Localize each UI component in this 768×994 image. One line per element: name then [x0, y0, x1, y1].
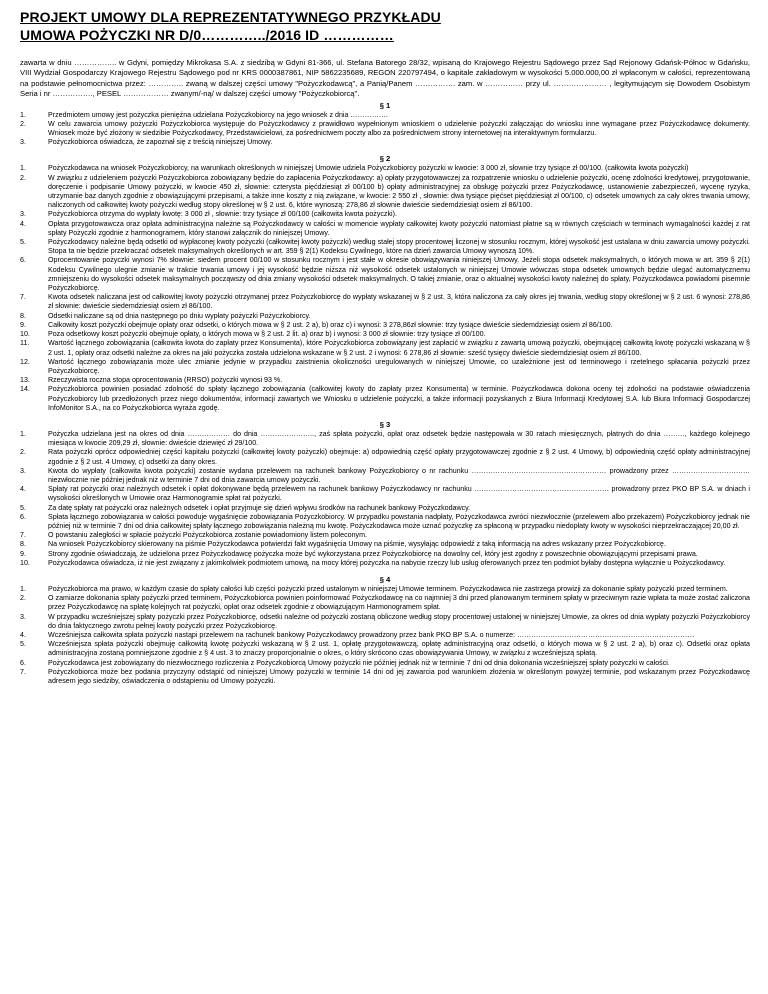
clause-text: Wartość łącznego zobowiązania może ulec zmianie jedynie w przypadku zaistnienia okoliczności uregulowanych w niniejszej Umowie, co uzależnione jest od terminowego i rzetelnego spłacania pożyczki przez Pożyczkobiorcę.	[48, 357, 750, 375]
contract-sections	[20, 101, 750, 693]
clause-text: Na wniosek Pożyczkobiorcy skierowany na piśmie Pożyczkodawca potwierdzi fakt wygaśnięcia Umowy na piśmie, wysyłając odpowiedź z taką informacją na adres wskazany przez Pożyczkobiorcę.	[48, 540, 666, 549]
clause	[20, 339, 750, 357]
clause	[20, 540, 750, 549]
clause-number: 5.	[20, 503, 26, 512]
clause-text: Całkowity koszt pożyczki obejmuje opłaty oraz odsetki, o których mowa w § 2 ust. 2 a), b) oraz c) i wynosi: 3 278,86zł słownie: trzy tysiące dwieście siedemdziesiąt osiem zł 86/100.	[48, 320, 613, 329]
section-clauses	[20, 585, 750, 686]
clause-number: 2.	[20, 448, 26, 457]
clause	[20, 550, 750, 559]
clause-number: 3.	[20, 138, 26, 147]
clause	[20, 659, 750, 668]
clause-number: 4.	[20, 630, 26, 639]
clause-text: Rzeczywista roczna stopa oprocentowania (RRSO) pożyczki wynosi 93 %.	[48, 376, 283, 385]
clause	[20, 430, 750, 448]
section-gap	[20, 147, 750, 153]
clause-number: 5.	[20, 640, 26, 649]
clause-number: 7.	[20, 531, 26, 540]
clause	[20, 293, 750, 311]
clause-text: Strony zgodnie oświadczają, że udzielona przez Pożyczkodawcę pożyczka może być wykorzystana przez Pożyczkobiorcę na dowolny cel, który jest zgodny z powszechnie obowiązującymi przepisami prawa.	[48, 549, 698, 558]
clause-number: 3.	[20, 612, 26, 621]
clause-text: O powstaniu zaległości w spłacie pożyczki Pożyczkobiorca zostanie powiadomiony listem poleconym.	[48, 531, 367, 540]
clause	[20, 321, 750, 330]
section-clauses	[20, 430, 750, 568]
clause-text: Pożyczkobiorca powinien posiadać zdolność do spłaty łącznego zobowiązania (całkowitej kwoty do zapłaty przez Konsumenta) w terminie. Pożyczkodawca dokona oceny tej zdolności na podstawie oświadczenia Pożyczkobiorcy lub przedłożonych przez niego dokumentów, informacji zawartych we Wniosku o udzielenie pożyczki, a także informacji pozyskanych z Biura Informacji Kredytowej S.A. lub Biura Informacji Gospodarczej InfoMonitor S.A., na co Pożyczkobiorca wyraża zgodę.	[48, 385, 750, 412]
clause	[20, 330, 750, 339]
clause-text: Spłaty rat pożyczki oraz należnych odsetek i opłat dokonywane będą przelewem na rachunek bankowy Pożyczkodawcy nr rachunku ………………………………………………… prowadzony przez PKO BP S.A. w dniach i wysokości określonych w Umowie oraz Harmonogramie spłat rat pożyczki.	[48, 485, 750, 503]
clause-text: Kwota do wypłaty (całkowita kwota pożyczki) zostanie wydana przelewem na rachunek bankowy Pożyczkobiorcy o nr rachunku ………………………………………………… prowadzony przez …………………………… niezwłocznie nie później jednak niż w terminie 7 dni od dnia zawarcia umowy pożyczki.	[48, 466, 750, 484]
clause	[20, 376, 750, 385]
contract-intro: zawarta w dniu …………….. w Gdyni, pomiędzy Mikrokasa S.A. z siedzibą w Gdyni 81-366, ul. Stefana Batorego 28/32, wpisaną do Krajowego Rejestru Sądowego przez Sąd Rejonowy Gdańsk-Północ w Gdańsku, VIII Wydział Gospodarczy Krajowego Rejestru Sądowego pod nr KRS 0000387861, NIP 5862235689, REGON 220797494, o kapitale zakładowym w wysokości 5.000.000,00 zł wpłaconym w całości, reprezentowaną na podstawie pełnomocnictwa przez: ………….. zwaną w dalszej części umowy "Pożyczkodawcą", a Panią/Panem ……………. zam. w …………… przy ul. ………………… , legitymującym się Dowodem Osobistym Seria i nr ……………., PESEL ……………… zwanym/-ną/ w dalszej części umowy "Pożyczkobiorcą".	[20, 58, 750, 99]
clause-text: Poza odsetkowy koszt pożyczki obejmuje opłaty, o których mowa w § 2 ust. 2 lit. a) oraz b) i wynosi: 3 000 zł słownie: trzy tysiące zł 00/100.	[48, 330, 486, 339]
clause-number: 2.	[20, 594, 26, 603]
clause-text: Wartość łącznego zobowiązania (całkowita kwota do zapłaty przez Konsumenta), które Pożyczkobiorca zobowiązany jest zapłacić w związku z zawartą umową pożyczki, obejmującej całkowitą kwotę pożyczki wskazaną w § 2 ust. 1, opłaty oraz odsetki należne za okres na jaki pożyczka została udzielona wskazane w § 2 ust. 2 i wynosi: 6 278,86 zł słownie: sześć tysięcy dwieście siedemdziesiąt osiem zł 86/100.	[48, 339, 750, 357]
clause-number: 11.	[20, 339, 30, 348]
clause-text: Rata pożyczki oprócz odpowiedniej części kapitału pożyczki (całkowitej kwoty pożyczki) obejmuje: a) odpowiednią część opłaty przygotowawczej zgodnie z § 2 ust. 4 Umowy, b) odpowiednią część opłaty administracyjnej zgodnie z § 2 ust. 4 Umowy, c) odsetki za dany okres.	[48, 448, 750, 466]
section-heading: § 2	[379, 154, 391, 164]
clause	[20, 312, 750, 321]
document-title-line-1: PROJEKT UMOWY DLA REPREZENTATYWNEGO PRZYKŁADU	[20, 9, 441, 25]
clause	[20, 210, 750, 219]
section-gap	[20, 413, 750, 419]
clause	[20, 467, 750, 485]
clause-number: 2.	[20, 119, 26, 128]
clause	[20, 111, 750, 120]
section-gap	[20, 686, 750, 692]
clause-text: Pożyczkobiorca może bez podania przyczyny odstąpić od niniejszej Umowy pożyczki w terminie 14 dni od jej zawarcia pod warunkiem złożenia w określonym powyżej terminie, pod wskazanym przez Pożyczkodawcę adresem jego siedziby, oświadczenia o odstąpieniu od Umowy pożyczki.	[48, 667, 750, 685]
clause	[20, 385, 750, 413]
clause-text: Pożyczkobiorca ma prawo, w każdym czasie do spłaty całości lub części pożyczki przed ustalonym w niniejszej Umowie terminem. Pożyczkodawca nie zastrzega prowizji za dokonanie spłaty pożyczki przed terminem.	[48, 584, 728, 593]
clause-text: Przedmiotem umowy jest pożyczka pieniężna udzielana Pożyczkobiorcy na jego wniosek z dnia …………….	[48, 110, 388, 119]
clause	[20, 504, 750, 513]
clause-number: 4.	[20, 219, 26, 228]
clause-number: 7.	[20, 293, 26, 302]
clause-text: Wcześniejsza spłata pożyczki obejmuję całkowitą kwotę pożyczki wskazaną w § 2 ust. 1, opłatę przygotowawczą, opłatę administracyjną oraz odsetki, o których mowa w § 2 ust. 2 a), b) oraz c). Odsetki oraz opłata administracyjna zostaną pomniejszone zgodnie z § 4 ust. 3 to znaczy proporcjonalnie o okres, o który skrócono czas obowiązywania Umowy, w związku z wcześniejszą spłatą.	[48, 640, 750, 658]
clause-text: Pożyczka udzielana jest na okres od dnia ……………… do dnia ………………….., zaś spłata pożyczki, opłat oraz odsetek będzie następowała w 30 ratach miesięcznych, płatnych do dnia ………, każdego kolejnego miesiąca w kwocie 209,29 zł, słownie: dwieście dziewięć zł 29/100.	[48, 429, 750, 448]
clause	[20, 631, 750, 640]
clause	[20, 256, 750, 293]
clause-number: 5.	[20, 238, 26, 247]
clause	[20, 238, 750, 256]
clause	[20, 358, 750, 376]
clause-number: 9.	[20, 549, 26, 558]
clause-text: Oprocentowanie pożyczki wynosi 7% słownie: siedem procent 00/100 w stosunku rocznym i jest stałe w okresie obowiązywania niniejszej Umowy. Jeżeli stopa odsetek maksymalnych, o których mowa w art. 359 § 2(1) Kodeksu Cywilnego ulegnie zmianie w trakcie trwania umowy i jej wysokość będzie niższa niż wysokość odsetek ustalonych w niniejszej Umowie wówczas stopa odsetek umownych będzie ulegać automatycznemu zmniejszeniu do wysokości odsetek maksymalnych począwszy od dnia zmiany wysokości odsetek maksymalnych. O takiej zmianie, oraz o aktualnej wysokości kwoty należnej do spłaty, Pożyczkodawca powiadomi pisemnie Pożyczkobiorcę.	[48, 256, 750, 293]
clause-number: 14.	[20, 385, 30, 394]
clause-number: 8.	[20, 311, 26, 320]
clause-number: 7.	[20, 667, 26, 676]
clause-number: 3.	[20, 466, 26, 475]
document-title-line-2: UMOWA POŻYCZKI NR D/0…………../2016 ID ……………	[20, 27, 394, 43]
clause-text: Odsetki naliczane są od dnia następnego po dniu wypłaty pożyczki Pożyczkobiorcy.	[48, 311, 311, 320]
contract-document	[20, 8, 750, 692]
clause	[20, 559, 750, 568]
clause-number: 6.	[20, 658, 26, 667]
clause-text: Za datę spłaty rat pożyczki oraz należnych odsetek i opłat przyjmuje się dzień wpływu środków na rachunek bankowy Pożyczkodawcy.	[48, 503, 471, 512]
clause	[20, 220, 750, 238]
clause-text: Pożyczkobiorca otrzyma do wypłaty kwotę: 3 000 zł , słownie: trzy tysiące zł 00/100 (całkowita kwota pożyczki).	[48, 210, 397, 219]
section-gap	[20, 568, 750, 574]
clause	[20, 448, 750, 466]
clause-number: 13.	[20, 376, 30, 385]
clause	[20, 531, 750, 540]
clause	[20, 640, 750, 658]
clause-text: Kwota odsetek naliczana jest od całkowitej kwoty pożyczki otrzymanej przez Pożyczkobiorcę do wypłaty wskazanej w § 2 ust. 3, która naliczona za cały okres jej trwania, według stopy określonej w § 2 ust. 6 wynosi: 278,86 zł słownie: dwieście siedemdziesiąt osiem zł 86/100.	[48, 293, 750, 311]
clause-number: 6.	[20, 256, 26, 265]
clause-text: W celu zawarcia umowy pożyczki Pożyczkobiorca występuje do Pożyczkodawcy z prawidłowo wypełnionym wnioskiem o udzielenie pożyczki załączając do wniosku inne wymagane przez Pożyczkodawcę dokumenty. Wniosek może być złożony w siedzibie Pożyczkodawcy, Przedstawicielowi, za pośrednictwem poczty albo za pośrednictwem strony internetowej na interaktywnym formularzu.	[48, 119, 750, 138]
clause-text: Pożyczkodawca na wniosek Pożyczkobiorcy, na warunkach określonych w niniejszej Umowie udziela Pożyczkobiorcy pożyczki w kwocie: 3 000 zł, słownie trzy tysiące zł 00/100. (całkowita kwota pożyczki)	[48, 164, 689, 173]
clause-number: 12.	[20, 357, 30, 366]
clause-number: 10.	[20, 558, 30, 567]
clause	[20, 585, 750, 594]
clause	[20, 613, 750, 631]
clause-number: 2.	[20, 173, 26, 182]
clause	[20, 164, 750, 173]
section-clauses	[20, 111, 750, 148]
section-heading: § 1	[379, 100, 391, 110]
clause	[20, 485, 750, 503]
clause-text: W przypadku wcześniejszej spłaty pożyczki przez Pożyczkobiorcę, odsetki należne od pożyczki zostaną obliczone według stopy procentowej ustalonej w niniejszej Umowie, za okres od dnia wypłaty pożyczki Pożyczkobiorcy do dnia faktycznego zwrotu pełnej kwoty pożyczki przez Pożyczkobiorcę.	[48, 612, 750, 630]
clause-text: Spłata łącznego zobowiązania w całości powoduje wygaśnięcie zobowiązania Pożyczkobiorcy. W przypadku powstania nadpłaty, Pożyczkodawca zwróci niezwłocznie (przelewem albo przekazem) Pożyczkobiorcy jednak nie później niż w terminie 7 dni od dnia całkowitej spłaty łącznego zobowiązania należną mu kwotę. Pożyczkodawca może uznać pożyczkę za spłaconą w przypadku niedopłaty kwoty w wysokości nieprzekraczającej 20,00 zł.	[48, 512, 750, 530]
clause-text: Pożyczkodawcy należne będą odsetki od wypłaconej kwoty pożyczki (całkowitej kwoty pożyczki) według stałej stopy procentowej liczonej w stosunku rocznym, której wysokość jest ustalana w dniu zawarcia umowy pożyczki. Stopa ta nie będzie przekraczać odsetek maksymalnych określonych w art. 359 § 2(1) Kodeksu Cywilnego, które na dzień zawarcia Umowy wynoszą 10%.	[48, 238, 750, 256]
section-heading: § 4	[379, 574, 391, 584]
clause-text: O zamiarze dokonania spłaty pożyczki przed terminem, Pożyczkobiorca powinien poinformować Pożyczkodawcę na co najmniej 3 dni przed planowanym terminem spłaty w przeciwnym razie wpłata ta może zostać zaliczona przez Pożyczkodawcę na spłatę kolejnych rat pożyczki, opłat oraz odsetek zgodnie z obowiązującym Harmonogramem spłat.	[48, 594, 750, 612]
clause-text: Pożyczkodawca jest zobowiązany do niezwłocznego rozliczenia z Pożyczkobiorcą Umowy pożyczki nie później jednak niż w terminie 7 dni od dnia dokonania wcześniejszej spłaty pożyczki w całości.	[48, 658, 670, 667]
clause	[20, 174, 750, 211]
clause-text: Pożyczkobiorca oświadcza, że zapoznał się z treścią niniejszej Umowy.	[48, 138, 273, 147]
clause	[20, 594, 750, 612]
section-clauses	[20, 164, 750, 412]
clause-number: 3.	[20, 210, 26, 219]
clause-text: Pożyczkodawca oświadcza, iż nie jest związany z jakimkolwiek podmiotem umową, na mocy której pożyczka na nabycie rzeczy lub usług oferowanych przez ten podmiot byłaby dostępna wyłącznie u Pożyczkodawcy.	[48, 558, 726, 567]
clause-number: 6.	[20, 512, 26, 521]
clause-text: Opłata przygotowawcza oraz opłata administracyjna należne są Pożyczkodawcy w całości w momencie wypłaty całkowitej kwoty pożyczki natomiast płatne są w równych częściach w terminach wymagalności każdej z rat spłaty Pożyczki zgodnie z harmonogramem, który stanowi załącznik do niniejszej Umowy.	[48, 219, 750, 237]
section-heading: § 3	[379, 419, 391, 429]
clause-number: 4.	[20, 485, 26, 494]
clause-number: 1.	[20, 164, 26, 173]
clause-number: 1.	[20, 584, 26, 593]
clause	[20, 120, 750, 138]
clause	[20, 668, 750, 686]
clause-number: 1.	[20, 110, 26, 119]
clause	[20, 138, 750, 147]
clause	[20, 513, 750, 531]
clause-number: 1.	[20, 429, 26, 438]
clause-number: 8.	[20, 540, 26, 549]
clause-number: 9.	[20, 320, 26, 329]
clause-number: 10.	[20, 330, 30, 339]
clause-text: W związku z udzieleniem pożyczki Pożyczkobiorca zobowiązany będzie do zapłacenia Pożyczkodawcy: a) opłaty przygotowawczej za rozpatrzenie wniosku o udzielenie pożyczki, ocenę zdolności kredytowej, przygotowanie, doręczenie i podpisanie Umowy pożyczki, w kwocie 450 zł, słownie: czterysta pięćdziesiąt zł 00/100 b) opłaty administracyjnej za obsługę pożyczki przez Pożyczkodawcę, ustanowienie zabezpieczeń, wycenę ryzyka, utrzymanie baz danych zgodnie z obowiązującymi przepisami, a także inne koszty z nią związane, w kwocie: 2 550 zł , słownie: dwa tysiące pięćset pięćdziesiąt zł 00/100, c) odsetek umownych za cały okres trwania umowy, naliczonych od całkowitej kwoty pożyczki według stopy określonej w § 2 ust. 6, które wynoszą: 278,86 zł słownie dwieście siedemdziesiąt osiem zł 86/100.	[48, 173, 750, 210]
clause-text: Wcześniejsza całkowita spłata pożyczki nastąpi przelewem na rachunek bankowy Pożyczkodawcy prowadzony przez bank PKO BP S.A. o numerze: …………………………………………………………………	[48, 630, 695, 639]
